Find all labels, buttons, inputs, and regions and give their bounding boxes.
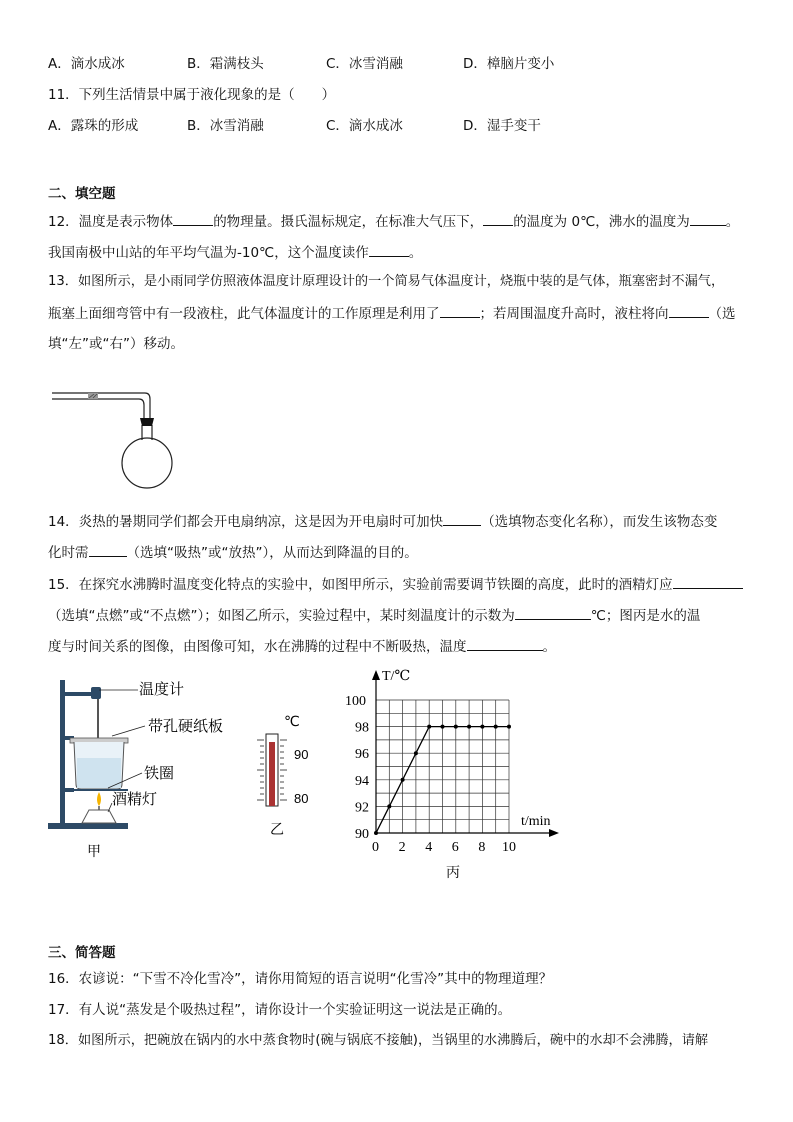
data-point bbox=[387, 804, 391, 808]
x-tick-label: 8 bbox=[478, 840, 486, 855]
data-point bbox=[441, 725, 445, 729]
answer-blank bbox=[443, 511, 481, 526]
y-tick-label: 90 bbox=[355, 827, 369, 842]
q18-stem: 18．如图所示，把碗放在锅内的水中蒸食物时(碗与锅底不接触)，当锅里的水沸腾后，碗中的水却不会沸腾，请解 bbox=[48, 1033, 709, 1048]
q15-text-5: 。 bbox=[542, 639, 556, 655]
q15-text-4: 度与时间关系的图像，由图像可知，水在沸腾的过程中不断吸热，温度 bbox=[48, 639, 467, 655]
q14-text-3: 化时需 bbox=[48, 545, 89, 561]
y-axis-label: T/℃ bbox=[382, 669, 411, 684]
q13-text-3: （选 bbox=[708, 306, 736, 322]
data-point bbox=[401, 778, 405, 782]
data-point bbox=[454, 725, 458, 729]
q14-text-2: （选填物态变化名称），而发生该物态变 bbox=[481, 514, 718, 530]
q10-option-d: D．樟脑片变小 bbox=[463, 56, 555, 72]
y-tick-label: 96 bbox=[355, 747, 369, 763]
y-tick-label: 94 bbox=[355, 773, 369, 789]
q13-text-2: ；若周围温度升高时，液柱将向 bbox=[479, 306, 669, 322]
tick-label-80: 80 bbox=[294, 791, 309, 806]
q11-stem: 11．下列生活情景中属于液化现象的是（ ） bbox=[48, 87, 336, 103]
section-title-short-answer: 三、简答题 bbox=[48, 945, 116, 961]
chart-grid bbox=[376, 700, 509, 833]
q14-text-4: （选填“吸热”或“放热”），从而达到降温的目的。 bbox=[126, 545, 418, 561]
alcohol-lamp bbox=[82, 810, 116, 823]
q14-line-1 bbox=[48, 511, 717, 532]
caption-yi: 乙 bbox=[270, 821, 284, 837]
answer-blank bbox=[369, 242, 409, 257]
label-thermometer: 温度计 bbox=[139, 681, 185, 698]
q10-option-b: B．霜满枝头 bbox=[187, 56, 264, 72]
answer-blank bbox=[515, 605, 591, 620]
label-alcohol-lamp: 酒精灯 bbox=[112, 791, 158, 808]
answer-blank bbox=[669, 303, 709, 318]
data-point bbox=[507, 725, 511, 729]
x-tick-label: 0 bbox=[372, 840, 379, 855]
q11-option-a: A．露珠的形成 bbox=[48, 118, 139, 134]
q11-option-b: B．冰雪消融 bbox=[187, 118, 264, 134]
q12-line-2 bbox=[48, 242, 422, 263]
x-axis-label: t/min bbox=[521, 814, 551, 829]
q15-text-1: 15．在探究水沸腾时温度变化特点的实验中，如图甲所示，实验前需要调节铁圈的高度，此时的酒精灯应 bbox=[48, 577, 673, 593]
x-tick-label: 2 bbox=[398, 840, 406, 855]
q13-text-1: 瓶塞上面细弯管中有一段液柱，此气体温度计的工作原理是利用了 bbox=[48, 306, 440, 322]
label-cardboard: 带孔硬纸板 bbox=[148, 718, 224, 735]
q12-line-1 bbox=[48, 211, 739, 232]
flame bbox=[97, 792, 101, 806]
x-tick-label: 6 bbox=[451, 840, 459, 855]
q15-line-1 bbox=[48, 574, 743, 595]
q11-option-d: D．湿手变干 bbox=[463, 118, 541, 134]
answer-blank bbox=[89, 542, 127, 557]
y-axis-arrow bbox=[372, 670, 380, 680]
tick-label-90: 90 bbox=[294, 747, 309, 762]
q13-line-2 bbox=[48, 303, 736, 324]
unit-celsius: ℃ bbox=[284, 713, 300, 729]
q12-text-3: 的温度为 0℃，沸水的温度为 bbox=[513, 214, 690, 230]
q15-line-3 bbox=[48, 636, 556, 657]
gas-thermometer-figure bbox=[50, 385, 200, 500]
q12-text-2: 的物理量。摄氏温标规定，在标准大气压下， bbox=[213, 214, 484, 230]
data-point bbox=[374, 831, 378, 835]
q12-text-6: 。 bbox=[408, 245, 423, 261]
q10-option-a: A．滴水成冰 bbox=[48, 56, 125, 72]
q14-line-2 bbox=[48, 542, 418, 563]
data-point bbox=[427, 725, 431, 729]
q15-text-2: （选填“点燃”或“不点燃”）；如图乙所示，实验过程中，某时刻温度计的示数为 bbox=[48, 608, 515, 624]
q13-line-3: 填“左”或“右”）移动。 bbox=[48, 336, 184, 352]
answer-blank bbox=[173, 211, 213, 226]
q11-option-c: C．滴水成冰 bbox=[326, 118, 403, 134]
boiling-apparatus-figure bbox=[42, 670, 252, 870]
stand-rod bbox=[60, 680, 65, 826]
q12-text-5: 我国南极中山站的年平均气温为-10℃，这个温度读作 bbox=[48, 245, 369, 261]
q12-text-4: 。 bbox=[725, 214, 740, 230]
y-tick-label: 92 bbox=[355, 800, 369, 816]
label-iron-ring: 铁圈 bbox=[144, 765, 175, 782]
stand-base bbox=[48, 823, 128, 829]
q13-line-1: 13．如图所示，是小雨同学仿照液体温度计原理设计的一个简易气体温度计，烧瓶中装的是气体，瓶塞密封不漏气， bbox=[48, 274, 725, 289]
x-tick-label: 4 bbox=[425, 840, 433, 855]
answer-blank bbox=[690, 211, 726, 226]
clamp bbox=[91, 687, 101, 699]
x-tick-label: 10 bbox=[502, 840, 516, 855]
data-point bbox=[467, 725, 471, 729]
q17-stem: 17．有人说“蒸发是个吸热过程”，请你设计一个实验证明这一说法是正确的。 bbox=[48, 1002, 512, 1018]
answer-blank bbox=[440, 303, 480, 318]
data-point bbox=[480, 725, 484, 729]
q16-stem: 16．农谚说：“下雪不冷化雪冷”，请你用简短的语言说明“化雪冷”其中的物理道理？ bbox=[48, 971, 553, 987]
chart-ticks bbox=[345, 694, 516, 855]
answer-blank bbox=[673, 574, 743, 589]
q10-option-c: C．冰雪消融 bbox=[326, 56, 403, 72]
q15-line-2 bbox=[48, 605, 700, 626]
thermometer-reading-figure bbox=[250, 706, 320, 841]
y-tick-label: 98 bbox=[355, 720, 369, 736]
q12-text-1: 12．温度是表示物体 bbox=[48, 214, 174, 230]
mercury-column bbox=[269, 742, 275, 806]
caption-jia: 甲 bbox=[87, 843, 101, 859]
x-axis-arrow bbox=[549, 829, 559, 837]
answer-blank bbox=[483, 211, 513, 226]
q14-text-1: 14．炎热的暑期同学们都会开电扇纳凉，这是因为开电扇时可加快 bbox=[48, 514, 444, 530]
temperature-time-chart bbox=[340, 660, 570, 885]
q15-text-3: ℃；图丙是水的温 bbox=[590, 608, 701, 624]
data-point bbox=[494, 725, 498, 729]
caption-bing: 丙 bbox=[446, 864, 460, 880]
stopper bbox=[140, 418, 154, 426]
y-tick-label: 100 bbox=[345, 694, 366, 709]
data-point bbox=[414, 751, 418, 755]
answer-blank bbox=[467, 636, 543, 651]
section-title-fill-in: 二、填空题 bbox=[48, 186, 116, 202]
